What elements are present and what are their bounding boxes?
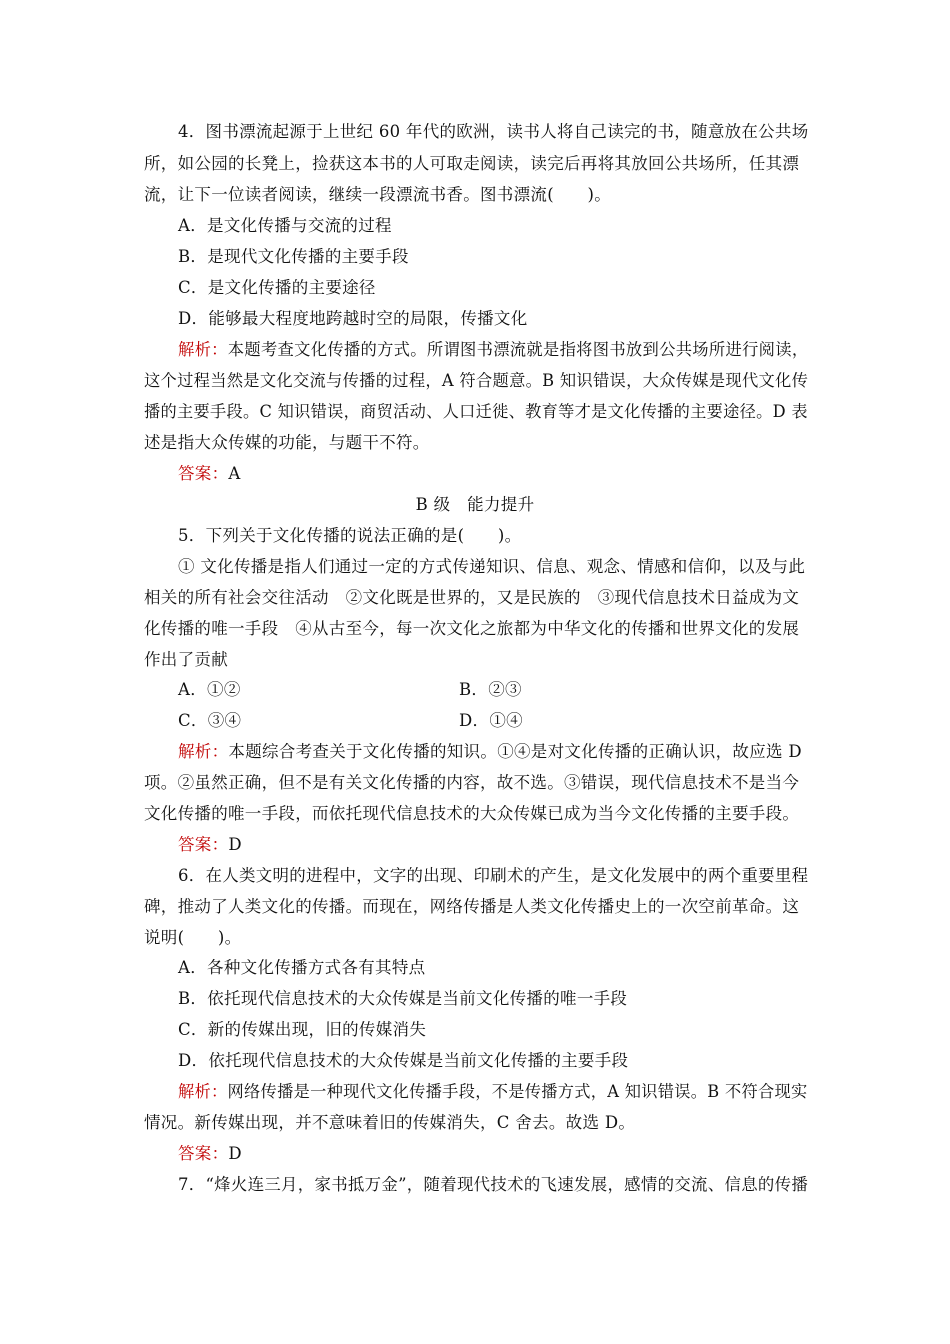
q4-option-c: C．是文化传播的主要途径	[178, 278, 376, 297]
q6-analysis-label: 解析：	[178, 1082, 228, 1101]
q4-option-a: A．是文化传播与交流的过程	[178, 216, 392, 235]
q5-option-c: C．③④	[178, 711, 242, 730]
q5-option-a: A．①②	[178, 680, 241, 699]
q4-analysis-label: 解析：	[178, 340, 228, 359]
q6-option-a: A．各种文化传播方式各有其特点	[178, 958, 426, 977]
q4-analysis-line-2: 这个过程当然是文化交流与传播的过程，A 符合题意。B 知识错误，大众传媒是现代文化传	[144, 371, 809, 390]
q4-answer-line	[178, 463, 241, 485]
q6-analysis-line-1	[178, 1081, 808, 1103]
q5-analysis-line-3: 文化传播的唯一手段，而依托现代信息技术的大众传媒已成为当今文化传播的主要手段。	[144, 804, 800, 823]
q6-answer-label: 答案：	[178, 1144, 229, 1163]
q4-answer: A	[228, 464, 241, 483]
q4-analysis-text-1: 本题考查文化传播的方式。所谓图书漂流就是指将图书放到公共场所进行阅读，	[227, 340, 809, 359]
q6-analysis-line-2: 情况。新传媒出现，并不意味着旧的传媒消失，C 舍去。故选 D。	[144, 1113, 636, 1132]
q4-option-b: B．是现代文化传播的主要手段	[178, 247, 409, 266]
q5-option-b: B．②③	[459, 680, 522, 699]
q5-statement-line-3: 化传播的唯一手段 ④从古至今，每一次文化之旅都为中华文化的传播和世界文化的发展	[144, 619, 800, 638]
q4-analysis-line-3: 播的主要手段。C 知识错误，商贸活动、人口迁徙、教育等才是文化传播的主要途径。D 表	[144, 402, 808, 421]
q7-stem-line-1: 7．“烽火连三月，家书抵万金”，随着现代技术的飞速发展，感情的交流、信息的传播	[178, 1175, 809, 1194]
q5-analysis-line-2: 项。②虽然正确，但不是有关文化传播的内容，故不选。③错误，现代信息技术不是当今	[144, 773, 800, 792]
q6-option-b: B．依托现代信息技术的大众传媒是当前文化传播的唯一手段	[178, 989, 628, 1008]
q5-analysis-label: 解析：	[178, 742, 229, 761]
q4-analysis-line-1	[178, 339, 808, 361]
section-heading: B 级 能力提升	[415, 495, 535, 514]
q5-statement-line-1: ① 文化传播是指人们通过一定的方式传递知识、信息、观念、情感和信仰，以及与此	[178, 557, 806, 576]
q5-statement-line-4: 作出了贡献	[144, 650, 228, 669]
q6-stem-line-2: 碑，推动了人类文化的传播。而现在，网络传播是人类文化传播史上的一次空前革命。这	[144, 897, 800, 916]
q4-stem-line-2: 所，如公园的长凳上，捡获这本书的人可取走阅读，读完后再将其放回公共场所，任其漂	[144, 154, 800, 173]
q5-answer: D	[228, 835, 242, 854]
q4-stem-line-3: 流，让下一位读者阅读，继续一段漂流书香。图书漂流( )。	[144, 185, 612, 204]
q6-answer-line	[178, 1143, 242, 1165]
q5-statement-line-2: 相关的所有社会交往活动 ②文化既是世界的，又是民族的 ③现代信息技术日益成为文	[144, 588, 800, 607]
q5-stem: 5．下列关于文化传播的说法正确的是( )。	[178, 526, 522, 545]
q4-analysis-line-4: 述是指大众传媒的功能，与题干不符。	[144, 433, 430, 452]
q6-stem-line-1: 6．在人类文明的进程中，文字的出现、印刷术的产生，是文化发展中的两个重要里程	[178, 866, 809, 885]
q6-stem-line-3: 说明( )。	[144, 928, 242, 947]
q5-analysis-line-1	[178, 741, 802, 763]
q5-answer-label: 答案：	[178, 835, 229, 854]
q5-analysis-text-1: 本题综合考查关于文化传播的知识。①④是对文化传播的正确认识，故应选 D	[228, 742, 802, 761]
q6-analysis-text-1: 网络传播是一种现代文化传播手段，不是传播方式，A 知识错误。B 不符合现实	[227, 1082, 808, 1101]
q5-option-d: D．①④	[459, 711, 523, 730]
q4-answer-label: 答案：	[178, 464, 229, 483]
q6-option-d: D．依托现代信息技术的大众传媒是当前文化传播的主要手段	[178, 1051, 629, 1070]
q4-option-d: D．能够最大程度地跨越时空的局限，传播文化	[178, 309, 528, 328]
q4-stem-line-1: 4．图书漂流起源于上世纪 60 年代的欧洲，读书人将自己读完的书，随意放在公共场	[178, 122, 809, 141]
q5-answer-line	[178, 834, 242, 856]
q6-option-c: C．新的传媒出现，旧的传媒消失	[178, 1020, 427, 1039]
q6-answer: D	[228, 1144, 242, 1163]
